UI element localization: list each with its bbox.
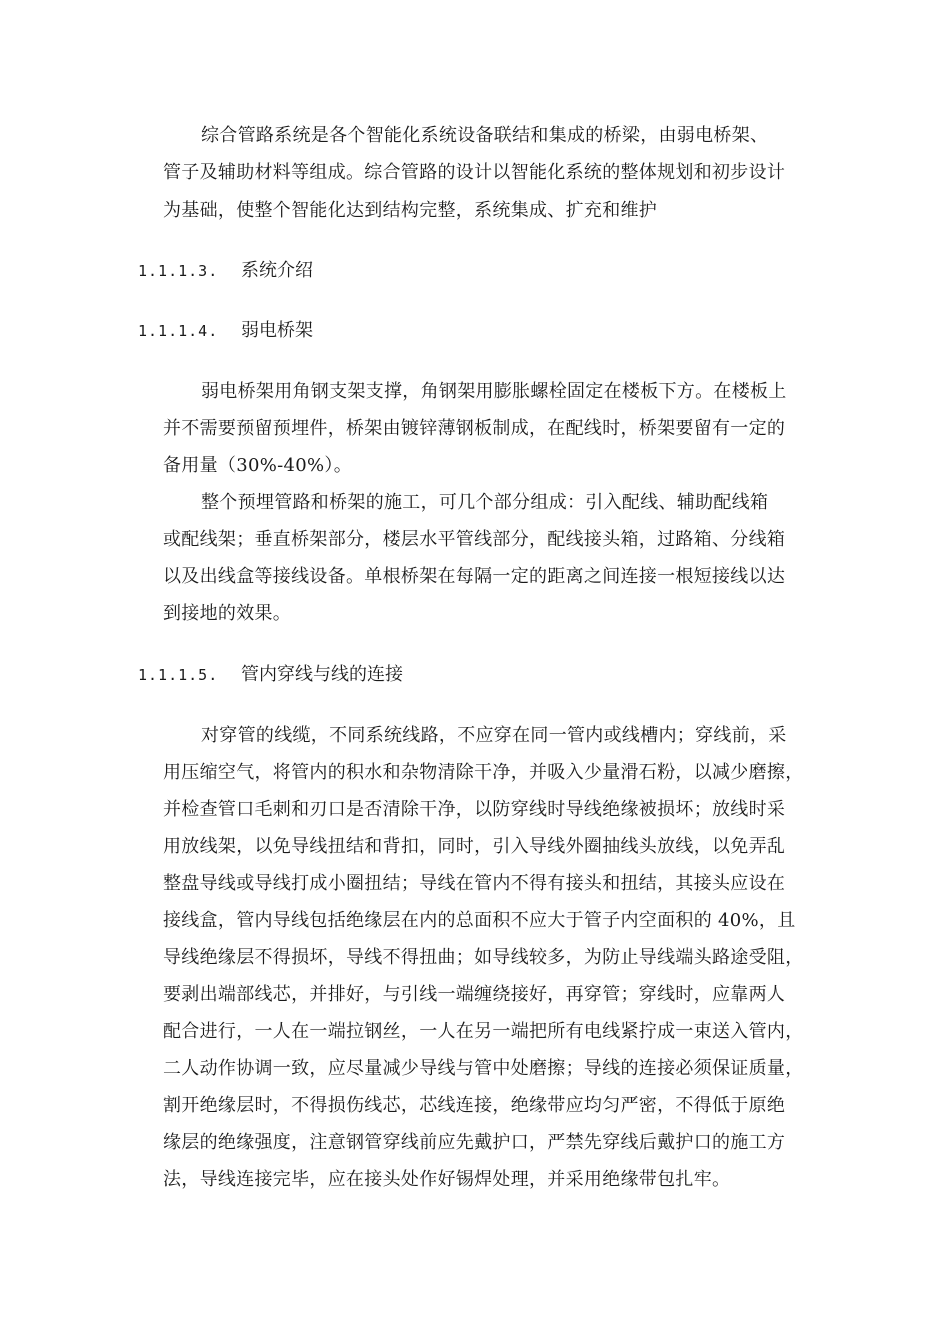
intro-line: 为基础，使整个智能化达到结构完整，系统集成、扩充和维护: [163, 200, 658, 221]
wiring-line: 导线绝缘层不得损坏，导线不得扭曲；如导线较多，为防止导线端头路途受阻，: [163, 947, 804, 968]
tray-line: 到接地的效果。: [163, 603, 292, 624]
section-title: 弱电桥架: [241, 320, 313, 341]
wiring-line: 接线盒，管内导线包括绝缘层在内的总面积不应大于管子内空面积的 40%，且: [163, 910, 796, 931]
intro-line: 管子及辅助材料等组成。综合管路的设计以智能化系统的整体规划和初步设计: [163, 162, 786, 183]
section-number: 1.1.1.3.: [138, 262, 219, 280]
wiring-line: 用压缩空气，将管内的积水和杂物清除干净，并吸入少量滑石粉，以减少磨擦，: [163, 762, 804, 783]
tray-line: 整个预埋管路和桥架的施工，可几个部分组成：引入配线、辅助配线箱: [201, 492, 769, 513]
wiring-line: 割开绝缘层时，不得损伤线芯，芯线连接，绝缘带应均匀严密，不得低于原绝: [163, 1095, 786, 1116]
wiring-line: 配合进行，一人在一端拉钢丝，一人在另一端把所有电线紧拧成一束送入管内，: [163, 1021, 804, 1042]
intro-line: 综合管路系统是各个智能化系统设备联结和集成的桥梁，由弱电桥架、: [201, 125, 769, 146]
wiring-line: 要剥出端部线芯，并排好，与引线一端缠绕接好，再穿管；穿线时，应靠两人: [163, 984, 786, 1005]
wiring-line: 并检查管口毛刺和刃口是否清除干净，以防穿线时导线绝缘被损坏；放线时采: [163, 799, 786, 820]
wiring-line: 用放线架，以免导线扭结和背扣，同时，引入导线外圈抽线头放线，以免弄乱: [163, 836, 786, 857]
tray-line: 以及出线盒等接线设备。单根桥架在每隔一定的距离之间连接一根短接线以达: [163, 566, 786, 587]
section-heading-1-1-1-5: [138, 662, 403, 688]
section-number: 1.1.1.5.: [138, 666, 219, 684]
wiring-line: 对穿管的线缆，不同系统线路，不应穿在同一管内或线槽内；穿线前，采: [201, 725, 787, 746]
wiring-line: 二人动作协调一致，应尽量减少导线与管中处磨擦；导线的连接必须保证质量，: [163, 1058, 804, 1079]
wiring-line: 法，导线连接完毕，应在接头处作好锡焊处理，并采用绝缘带包扎牢。: [163, 1169, 731, 1190]
section-heading-1-1-1-3: [138, 258, 313, 284]
tray-line: 或配线架；垂直桥架部分，楼层水平管线部分，配线接头箱，过路箱、分线箱: [163, 529, 786, 550]
wiring-line: 整盘导线或导线打成小圈扭结；导线在管内不得有接头和扭结，其接头应设在: [163, 873, 786, 894]
section-heading-1-1-1-4: [138, 318, 313, 344]
tray-line: 备用量（30%-40%）。: [163, 455, 352, 476]
section-title: 系统介绍: [241, 260, 313, 281]
wiring-line: 缘层的绝缘强度，注意钢管穿线前应先戴护口，严禁先穿线后戴护口的施工方: [163, 1132, 786, 1153]
tray-line: 并不需要预留预埋件，桥架由镀锌薄钢板制成，在配线时，桥架要留有一定的: [163, 418, 786, 439]
tray-line: 弱电桥架用角钢支架支撑，角钢架用膨胀螺栓固定在楼板下方。在楼板上: [201, 381, 787, 402]
section-title: 管内穿线与线的连接: [241, 664, 403, 685]
section-number: 1.1.1.4.: [138, 322, 219, 340]
